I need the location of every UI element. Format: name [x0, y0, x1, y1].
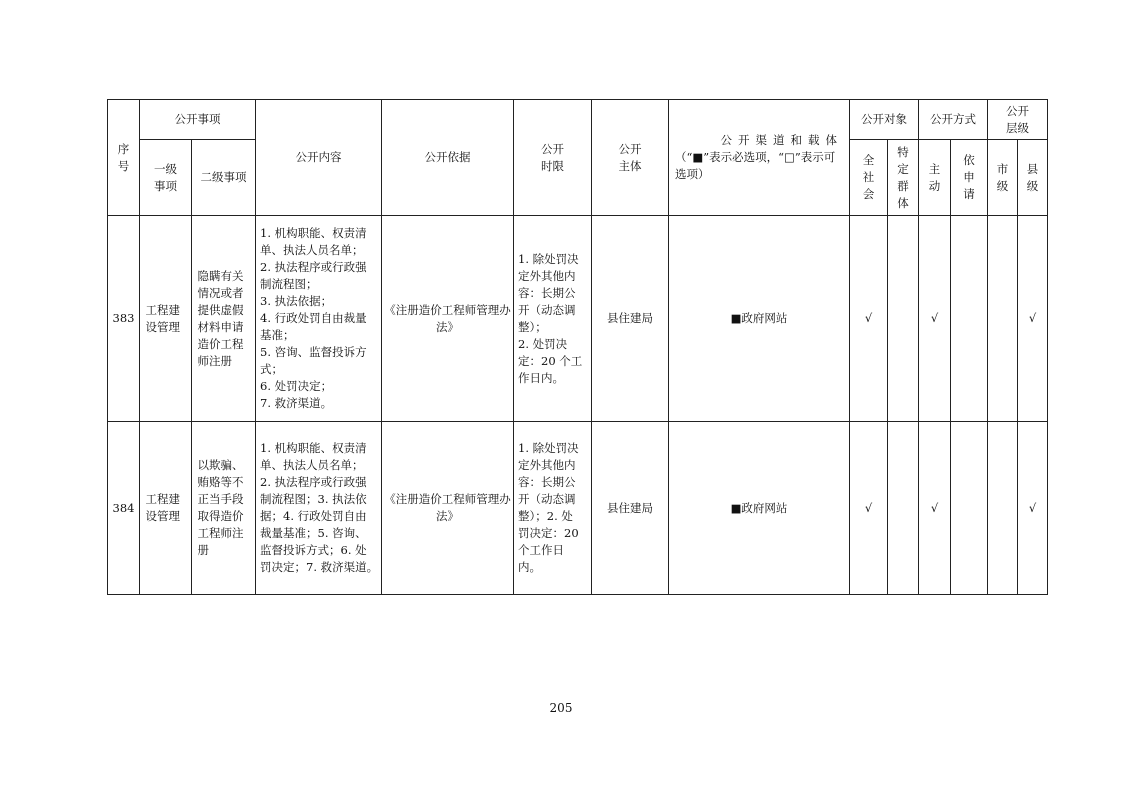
row-time-limit: 1. 除处罚决 定外其他内 容：长期公 开（动态调 整）；2. 处 罚决定：20 个工作日 内。 — [514, 422, 592, 595]
table-row — [108, 422, 1048, 595]
row-method-active: √ — [919, 422, 951, 595]
header-method-active: 主动 — [919, 140, 951, 216]
row-basis: 《注册造价工程师管理办法》 — [382, 216, 514, 422]
row-level2: 以欺骗、贿赂等不正当手段取得造价工程师注册 — [192, 422, 256, 595]
header-audience: 公开对象 — [850, 100, 919, 140]
header-aud-specific: 特定群体 — [888, 140, 919, 216]
header-level-city: 市级 — [988, 140, 1018, 216]
row-method-apply — [951, 216, 988, 422]
row-content: 1. 机构职能、权责清 单、执法人员名单； 2. 执法程序或行政强 制流程图；3. 执法依 据；4. 行政处罚自由 裁量基准；5. 咨询、 监督投诉方式；6. 处 罚决定；7. 救济渠道。 — [256, 422, 382, 595]
row-aud-all: √ — [850, 216, 888, 422]
row-level-county: √ — [1018, 422, 1048, 595]
row-level-city — [988, 216, 1018, 422]
header-level-county: 县级 — [1018, 140, 1048, 216]
row-seq: 383 — [108, 216, 140, 422]
header-level-group: 公开层级 — [988, 100, 1048, 140]
row-level1: 工程建设管理 — [140, 422, 192, 595]
header-method: 公开方式 — [919, 100, 988, 140]
header-method-apply: 依申请 — [951, 140, 988, 216]
row-subject: 县住建局 — [592, 422, 669, 595]
row-level-city — [988, 422, 1018, 595]
row-channel: ■政府网站 — [669, 216, 850, 422]
row-seq: 384 — [108, 422, 140, 595]
table-row — [108, 216, 1048, 422]
row-method-apply — [951, 422, 988, 595]
row-channel: ■政府网站 — [669, 422, 850, 595]
header-channel-note: （“■”表示必选项，“□”表示可选项） — [675, 150, 836, 181]
row-subject: 县住建局 — [592, 216, 669, 422]
row-basis: 《注册造价工程师管理办法》 — [382, 422, 514, 595]
header-channel-title: 公开渠道和载体 — [720, 133, 843, 147]
row-level2: 隐瞒有关情况或者提供虚假材料申请造价工程师注册 — [192, 216, 256, 422]
page-number: 205 — [549, 701, 573, 715]
row-aud-all: √ — [850, 422, 888, 595]
header-level2: 二级事项 — [192, 140, 256, 216]
row-method-active: √ — [919, 216, 951, 422]
disclosure-table — [107, 99, 1048, 595]
row-time-limit: 1. 除处罚决 定外其他内 容：长期公 开（动态调 整）； 2. 处罚决 定：20 个工 作日内。 — [514, 216, 592, 422]
header-row-1 — [108, 100, 1048, 140]
header-item-group: 公开事项 — [140, 100, 256, 140]
header-subject: 公开主体 — [592, 100, 669, 216]
header-aud-all: 全社会 — [850, 140, 888, 216]
row-level-county: √ — [1018, 216, 1048, 422]
row-aud-specific — [888, 422, 919, 595]
header-level1: 一级事项 — [140, 140, 192, 216]
header-content: 公开内容 — [256, 100, 382, 216]
header-channel — [669, 100, 850, 216]
row-level1: 工程建设管理 — [140, 216, 192, 422]
header-seq: 序号 — [108, 100, 140, 216]
header-time-limit: 公开时限 — [514, 100, 592, 216]
row-aud-specific — [888, 216, 919, 422]
row-content: 1. 机构职能、权责清 单、执法人员名单； 2. 执法程序或行政强 制流程图； 3. 执法依据； 4. 行政处罚自由裁量 基准； 5. 咨询、监督投诉方 式； 6. 处罚决定； 7. 救济渠道。 — [256, 216, 382, 422]
header-basis: 公开依据 — [382, 100, 514, 216]
